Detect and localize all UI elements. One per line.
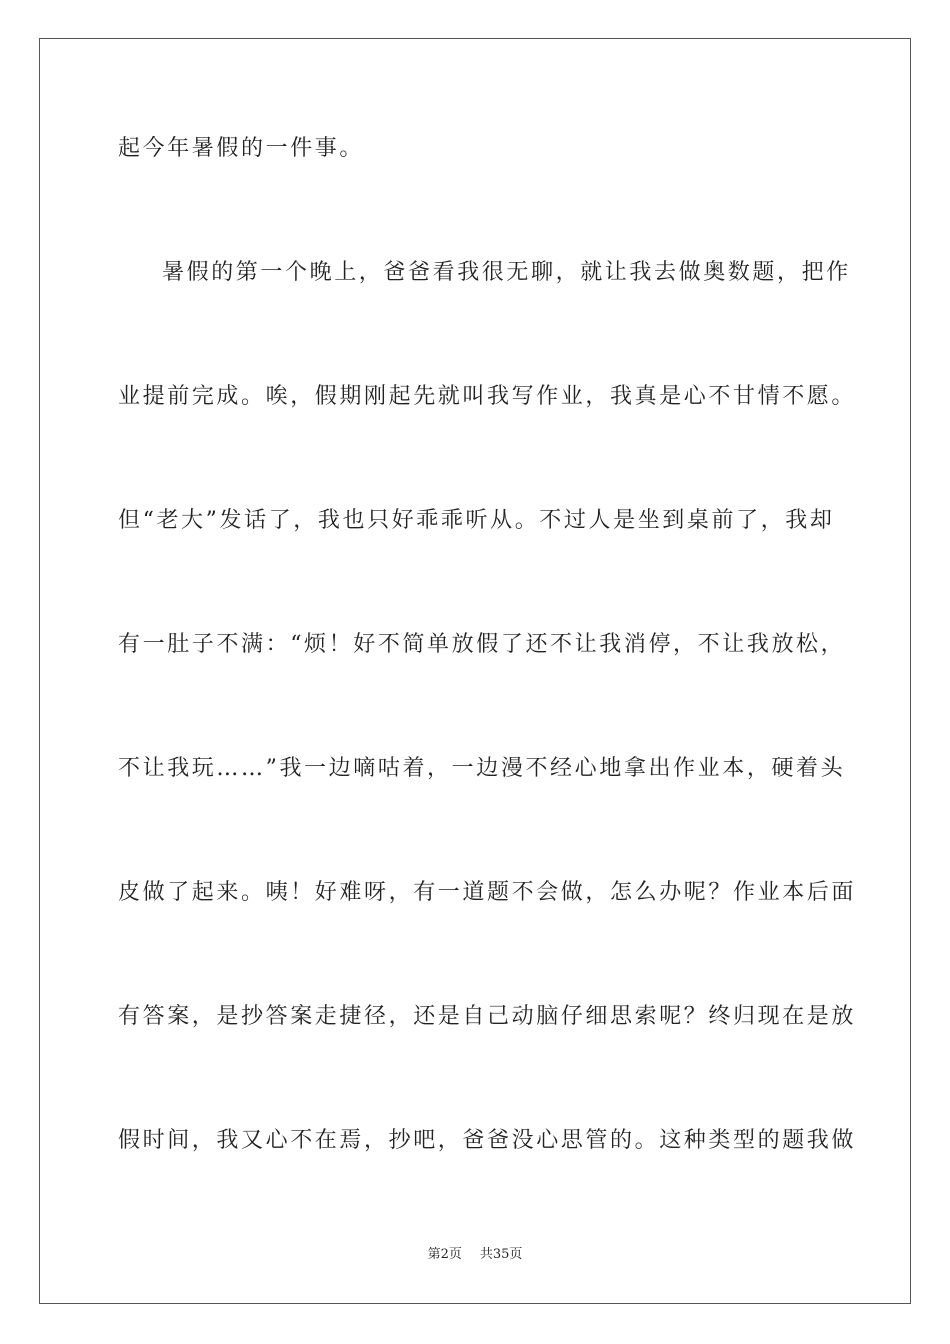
text-line: 有答案，是抄答案走捷径，还是自己动脑仔细思索呢？终归现在是放 (118, 1004, 857, 1029)
text-line: 皮做了起来。咦！好难呀，有一道题不会做，怎么办呢？作业本后面 (118, 880, 857, 905)
current-page-number: 第2页 (427, 1247, 462, 1262)
text-line: 起今年暑假的一件事。 (118, 136, 365, 161)
page-footer (0, 1245, 950, 1265)
text-line: 业提前完成。唉，假期刚起先就叫我写作业，我真是心不甘情不愿。 (118, 384, 857, 409)
text-line: 假时间，我又心不在焉，抄吧，爸爸没心思管的。这种类型的题我做 (118, 1128, 857, 1153)
total-page-count: 共35页 (479, 1247, 523, 1262)
text-line: 有一肚子不满：“烦！好不简单放假了还不让我消停，不让我放松， (118, 632, 846, 657)
page-border (39, 38, 911, 1304)
text-line: 但“老大”发话了，我也只好乖乖听从。不过人是坐到桌前了，我却 (118, 508, 835, 533)
paragraph-start-line: 暑假的第一个晚上，爸爸看我很无聊，就让我去做奥数题，把作 (162, 260, 851, 285)
text-line: 不让我玩……”我一边嘀咕着，一边漫不经心地拿出作业本，硬着头 (118, 756, 846, 781)
